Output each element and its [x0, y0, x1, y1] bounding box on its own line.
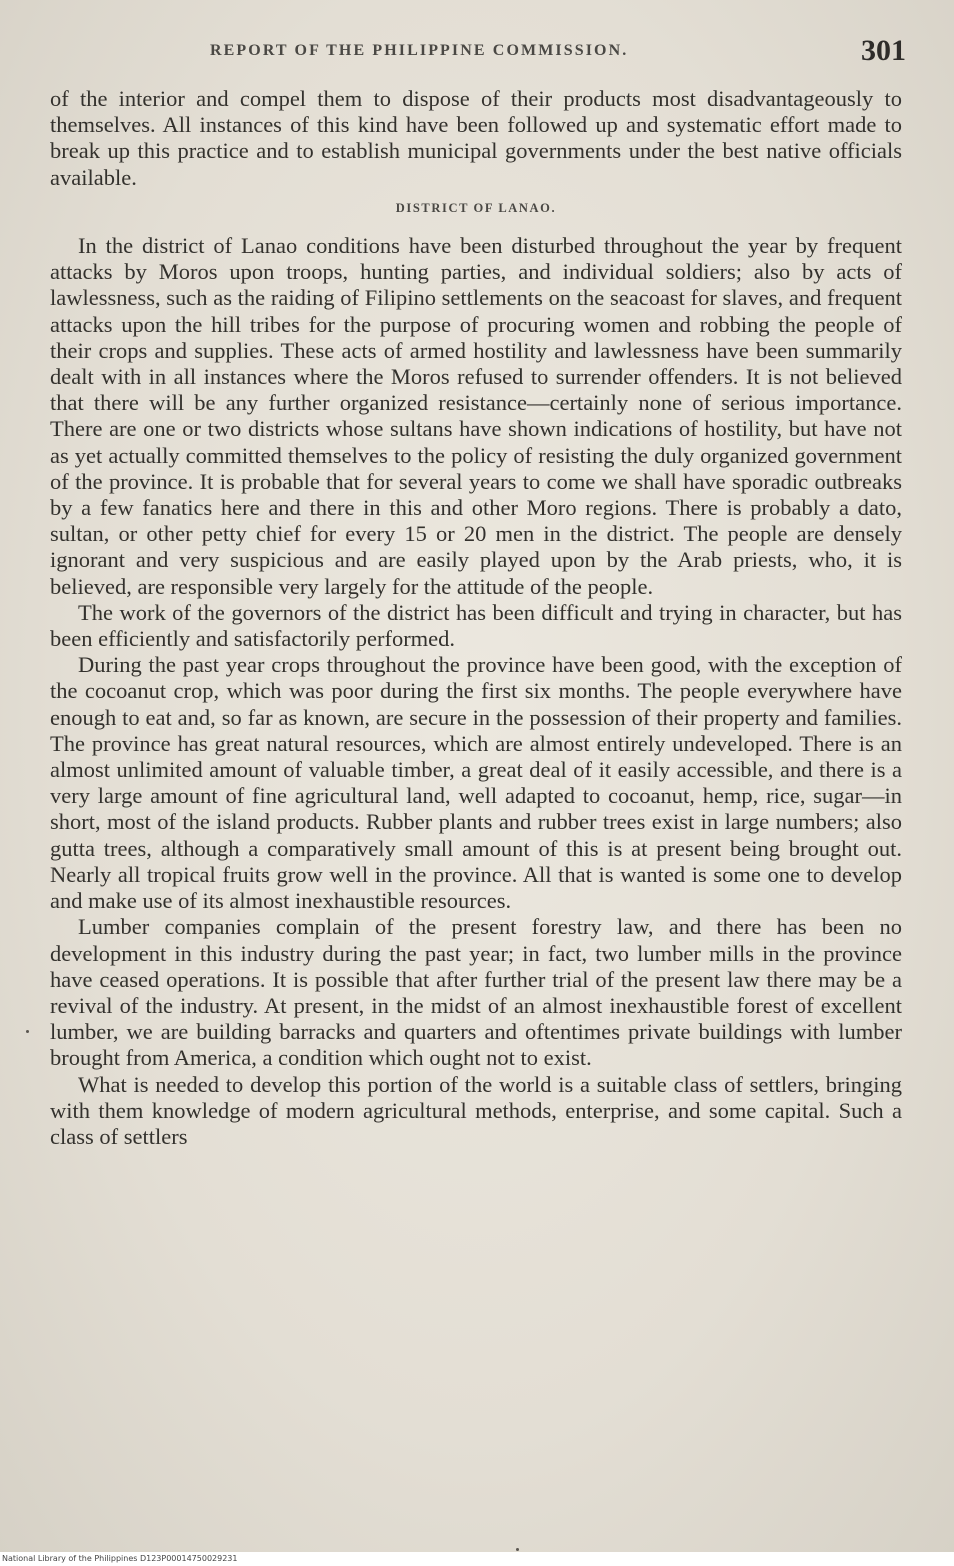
scan-footer — [0, 1552, 954, 1566]
scan-speck — [516, 1548, 519, 1551]
scan-speck — [26, 1030, 29, 1033]
running-head: REPORT OF THE PHILIPPINE COMMISSION. — [210, 42, 629, 59]
paragraph: The work of the governors of the district has been difficult and trying in character, but has been efficiently and satisfactorily performed. — [50, 599, 902, 652]
paragraph: Lumber companies complain of the present forestry law, and there has been no development in this industry during the past year; in fact, two lumber mills in the province have ceased operations. It is possible that after further trial of the present law there may be a revival of the industry. At present, in the midst of an almost inexhaustible forest of excellent lumber, we are building barracks and quarters and oftentimes private buildings with lumber brought from America, a condition which ought not to exist. — [50, 914, 902, 1071]
paragraph: During the past year crops throughout the province have been good, with the exception of the cocoanut crop, which was poor during the first six months. The people everywhere have enough to eat and, so far as known, are secure in the possession of their property and families. The province has great natural resources, which are almost entirely undeveloped. There is an almost unlimited amount of valuable timber, a great deal of it easily accessible, and there is a very large amount of fine agricultural land, well adapted to cocoanut, hemp, rice, sugar—in short, most of the island products. Rubber plants and rubber trees exist in large numbers; also gutta trees, although a comparatively small amount of this is at present being brought out. Nearly all tropical fruits grow well in the province. All that is wanted is some one to develop and make use of its almost inexhaustible resources. — [50, 652, 902, 914]
footer-text: National Library of the Philippines D123P00014750029231 — [2, 1554, 238, 1563]
page-number: 301 — [861, 34, 906, 67]
paragraph: In the district of Lanao conditions have been disturbed throughout the year by frequent attacks by Moros upon troops, hunting parties, and individual soldiers; also by acts of lawlessness, such as the raiding of Filipino settlements on the seacoast for slaves, and frequent attacks upon the hill tribes for the purpose of procuring women and robbing the people of their crops and supplies. These acts of armed hostility and lawlessness have been summarily dealt with in all instances where the Moros refused to surrender offenders. It is not believed that there will be any further organized resistance—certainly none of serious importance. There are one or two districts whose sultans have shown indications of hostility, but have not as yet actually committed themselves to the policy of resisting the duly organized government of the province. It is probable that for several years to come we shall have sporadic outbreaks by a few fanatics here and there in this and other Moro regions. There is probably a dato, sultan, or other petty chief for every 15 or 20 men in the district. The people are densely ignorant and very suspicious and are easily played upon by the Arab priests, who, it is believed, are responsible very largely for the attitude of the people. — [50, 233, 902, 599]
section-heading: DISTRICT OF LANAO. — [395, 200, 557, 215]
paragraph-continued: of the interior and compel them to dispose of their products most disadvantageously to themselves. All instances of this kind have been followed up and systematic effort made to break up this practice and to establish municipal governments under the best native officials available. — [50, 86, 902, 190]
body-text — [50, 86, 902, 1150]
page-header — [210, 36, 910, 72]
paragraph: What is needed to develop this portion of the world is a suitable class of settlers, bringing with them knowledge of modern agricultural methods, enterprise, and some capital. Such a class of settlers — [50, 1071, 902, 1149]
